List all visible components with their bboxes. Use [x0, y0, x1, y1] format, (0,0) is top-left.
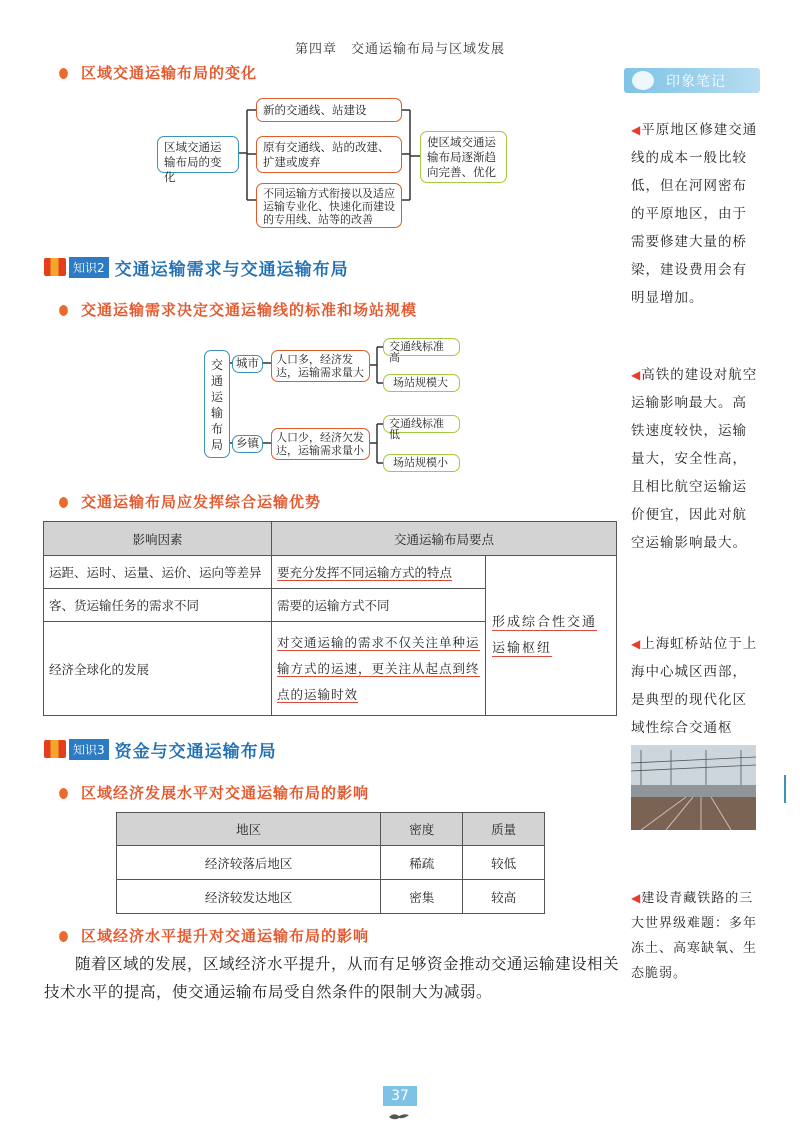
- section-title-2-text: 交通运输需求决定交通运输线的标准和场站规模: [81, 301, 418, 319]
- section-title-4-text: 区域经济发展水平对交通运输布局的影响: [81, 784, 370, 802]
- diagram1-result: 使区域交通运输布局逐渐趋向完善、优化: [420, 131, 507, 183]
- triangle-icon: ◀: [631, 368, 642, 382]
- bullet-icon: [58, 303, 69, 317]
- table-header: 密度: [381, 813, 463, 846]
- section-title-2: [58, 299, 417, 320]
- knowledge-3-tag: 知识3: [69, 739, 109, 760]
- section-title-1-text: 区域交通运输布局的变化: [81, 64, 258, 82]
- section-title-4: [58, 782, 369, 803]
- diagram2-city-desc: 人口多，经济发达，运输需求量大: [271, 350, 370, 382]
- side-note-4-text: 建设青藏铁路的三大世界级难题：多年冻土、高寒缺氧、生态脆弱。: [631, 891, 758, 981]
- side-note-3-text: 上海虹桥站位于上海中心城区西部，是典型的现代化区域性综合交通枢: [631, 636, 758, 736]
- diagram1-root: 区域交通运输布局的变化: [157, 136, 239, 173]
- side-note-2: [631, 361, 761, 557]
- chapter-header: 第四章 交通运输布局与区域发展: [294, 42, 505, 57]
- side-note-2-text: 高铁的建设对航空运输影响最大。高铁速度较快，运输量大，安全性高，且相比航空运输运价便宜，因此对航空运输影响最大。: [631, 367, 758, 551]
- table-cell: [272, 622, 486, 716]
- section-title-5: [58, 925, 369, 946]
- knowledge-3-header: [44, 737, 277, 761]
- layout-points-table: [43, 521, 617, 716]
- section-title-3: [58, 491, 321, 512]
- table-cell: 运距、运时、运量、运价、运向等差异: [44, 556, 272, 589]
- triangle-icon: ◀: [631, 637, 642, 651]
- diagram2-town-out-2: 场站规模小: [383, 454, 460, 472]
- table-cell: 较高: [463, 880, 545, 914]
- margin-marker: [784, 775, 786, 803]
- knowledge-3-title: 资金与交通运输布局: [114, 741, 277, 762]
- table-cell: 稀疏: [381, 846, 463, 880]
- section-title-3-text: 交通运输布局应发挥综合运输优势: [81, 493, 322, 511]
- page-number: 37: [383, 1086, 417, 1106]
- table-merged-cell: [486, 556, 617, 716]
- economy-table: [116, 812, 545, 914]
- diagram2-city-out-1: 交通线标准高: [383, 338, 460, 356]
- section-title-5-text: 区域经济水平提升对交通运输布局的影响: [81, 927, 370, 945]
- memo-title: 印象笔记: [666, 74, 726, 90]
- side-note-1-text: 平原地区修建交通线的成本一般比较低，但在河网密布的平原地区，由于需要修建大量的桥梁，建设费用会有明显增加。: [631, 122, 758, 306]
- table-header: 交通运输布局要点: [272, 522, 617, 556]
- side-note-4: [631, 886, 761, 986]
- diagram2-city-out-2: 场站规模大: [383, 374, 460, 392]
- knowledge-2-tag: 知识2: [69, 257, 109, 278]
- table-cell: 密集: [381, 880, 463, 914]
- diagram1-item-3: 不同运输方式衔接以及适应运输专业化、快速化而建设的专用线、站等的改善: [256, 183, 402, 228]
- diagram1-item-2: 原有交通线、站的改建、扩建或废弃: [256, 136, 402, 173]
- table-cell: 经济较发达地区: [117, 880, 381, 914]
- table-header: 地区: [117, 813, 381, 846]
- knowledge-2-header: [44, 255, 349, 279]
- diagram2-city: 城市: [232, 355, 263, 373]
- table-cell: 经济全球化的发展: [44, 622, 272, 716]
- table-cell: 需要的运输方式不同: [272, 589, 486, 622]
- table-cell: 客、货运输任务的需求不同: [44, 589, 272, 622]
- diagram2-town-desc: 人口少，经济欠发达，运输需求量小: [271, 428, 370, 460]
- table-cell-text: 要充分发挥不同运输方式的特点: [277, 565, 453, 580]
- book-icon: [44, 258, 66, 276]
- body-paragraph: 随着区域的发展，区域经济水平提升，从而有足够资金推动交通运输建设相关技术水平的提高，使交通运输布局受自然条件的限制大为减弱。: [44, 955, 620, 1001]
- triangle-icon: ◀: [631, 123, 642, 137]
- diagram2-town-out-1: 交通线标准低: [383, 415, 460, 433]
- side-note-1: [631, 116, 761, 312]
- table-cell-text: 对交通运输的需求不仅关注单种运输方式的运速，更关注从起点到终点的运输时效: [277, 634, 480, 702]
- table-merged-text: 形成综合性交通运输枢纽: [492, 614, 598, 656]
- hongqiao-station-photo: [631, 745, 756, 830]
- table-cell: 较低: [463, 846, 545, 880]
- book-icon: [44, 740, 66, 758]
- table-cell: [272, 556, 486, 589]
- knowledge-2-title: 交通运输需求与交通运输布局: [114, 259, 349, 280]
- bullet-icon: [58, 495, 69, 509]
- bird-icon: [388, 1110, 410, 1122]
- table-header: 影响因素: [44, 522, 272, 556]
- triangle-icon: ◀: [631, 891, 642, 905]
- diagram2-town: 乡镇: [232, 435, 263, 453]
- diagram2-root: 交通运输布局: [204, 350, 230, 458]
- bullet-icon: [58, 786, 69, 800]
- bullet-icon: [58, 929, 69, 943]
- diagram1-item-1: 新的交通线、站建设: [256, 98, 402, 122]
- station-photo-drawing: [631, 745, 756, 830]
- table-cell: 经济较落后地区: [117, 846, 381, 880]
- table-header: 质量: [463, 813, 545, 846]
